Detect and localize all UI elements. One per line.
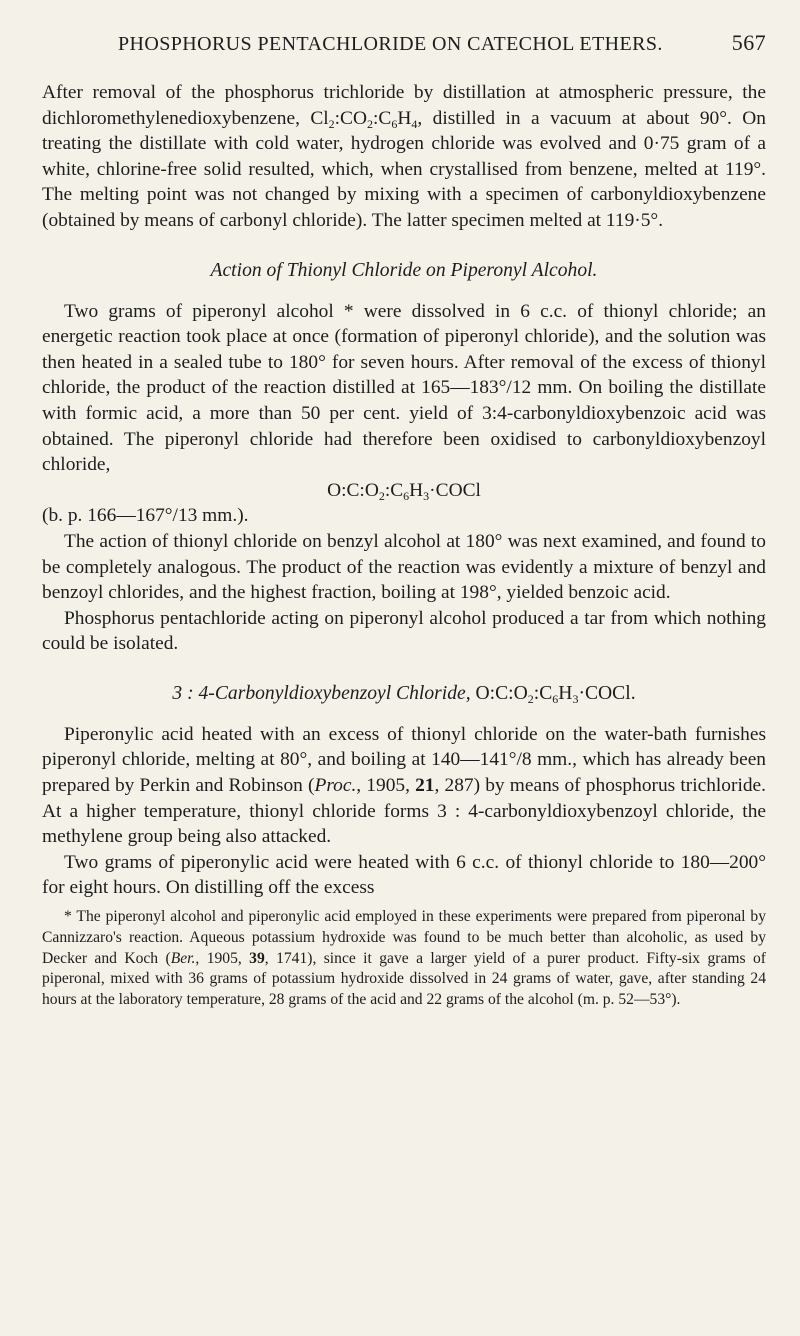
p6-text-a: Piperonylic acid heated with an excess of thionyl chloride on the water-bath furnishes piperonyl chloride, melting at 80°, and boiling at 140—141°/8 mm., which has already been prepared by Perkin and Robinson (	[42, 723, 766, 797]
fn-text-c: , 1741), since it gave a larger yield of a purer product. Fifty-six grams of piperonal, mixed with 36 grams of potassium hydroxide dissolved in 24 grams of water, gave, after standing 24 hours at the laboratory temperature, 28 grams of the acid and 22 grams of the alcohol (m. p. 52—53°).	[42, 949, 766, 1009]
paragraph-7: Two grams of piperonylic acid were heated with 6 c.c. of thionyl chloride to 180—200° for eight hours. On distilling off the excess	[42, 851, 766, 899]
s2-title-a: 3 : 4-Carbonyldioxybenzoyl Chloride,	[172, 682, 471, 704]
f1-c: H	[409, 479, 424, 501]
f1-a: O:C:O	[327, 479, 379, 501]
p1-sub-1: 2	[328, 116, 335, 131]
formula-carbonyldioxybenzoyl-chloride	[42, 478, 766, 504]
fn-text-a: * The piperonyl alcohol and piperonylic acid employed in these experiments were prepared from piperonal by Cannizzaro's reaction. Aqueous potassium hydroxide was found to be much better than alcoholic, as used by Decker and Koch (	[42, 908, 766, 967]
s2-s1: 2	[527, 691, 534, 706]
running-head	[42, 30, 766, 56]
p1-sub-3: 6	[391, 116, 398, 131]
paragraph-1	[42, 80, 766, 234]
f1-s2: 6	[403, 488, 410, 503]
fn-volume: 39	[249, 949, 265, 967]
p1-text-d: H	[397, 107, 412, 129]
s2-s3: 3	[572, 691, 579, 706]
s2-title-e: ·COCl.	[578, 682, 636, 704]
s2-title-c: :C	[533, 682, 553, 704]
s2-title-d: H	[558, 682, 573, 704]
p1-text-b: :CO	[334, 107, 367, 129]
f1-s3: 3	[423, 488, 430, 503]
s2-s2: 6	[552, 691, 559, 706]
p6-text-b: , 1905,	[356, 775, 416, 797]
f1-b: :C	[384, 479, 404, 501]
fn-text-b: , 1905,	[195, 949, 250, 967]
page-number: 567	[731, 30, 766, 55]
f1-s1: 2	[378, 488, 385, 503]
paragraph-4: The action of thionyl chloride on benzyl alcohol at 180° was next examined, and found to be completely analogous. The product of the reaction was evidently a mixture of benzyl and benzoyl chlorides, and the highest fraction, boiling at 198°, yielded benzoic acid.	[42, 530, 766, 604]
section-title-carbonyldioxybenzoyl	[42, 681, 766, 706]
footnote	[42, 907, 766, 1011]
p6-text-c: , 287) by means of phosphorus trichloride. At a higher temperature, thionyl chloride forms 3 : 4-carbonyldioxybenzoyl chloride, the methylene group being also attacked.	[42, 775, 766, 848]
p1-sub-4: 4	[411, 116, 418, 131]
p1-sub-2: 2	[367, 116, 373, 131]
running-head-title: PHOSPHORUS PENTACHLORIDE ON CATECHOL ETHERS.	[118, 33, 663, 55]
f1-d: ·COCl	[429, 479, 481, 501]
paragraph-5: Phosphorus pentachloride acting on piperonyl alcohol produced a tar from which nothing could be isolated.	[42, 607, 766, 655]
p1-text-e: , distilled in a vacuum at about 90°. On treating the distillate with cold water, hydrogen chloride was evolved and 0·75 gram of a white, chlorine-free solid resulted, which, when crystallised from benzene, melted at 119°. The melting point was not changed by mixing with a specimen of carbonyldioxybenzene (obtained by means of carbonyl chloride). The latter specimen melted at 119·5°.	[42, 107, 766, 231]
paragraph-6	[42, 722, 766, 850]
section-title-thionyl-piperonyl: Action of Thionyl Chloride on Piperonyl Alcohol.	[210, 259, 598, 281]
p6-journal: Proc.	[314, 775, 357, 797]
p1-text-a: After removal of the phosphorus trichloride by distillation at atmospheric pressure, the dichloromethylenedioxybenzene, Cl	[42, 82, 766, 129]
p6-volume: 21	[415, 775, 435, 797]
p1-text-c: :C	[373, 107, 392, 129]
s2-title-b: O:C:O	[470, 682, 528, 704]
paragraph-3: (b. p. 166—167°/13 mm.).	[42, 505, 249, 527]
paragraph-2: Two grams of piperonyl alcohol * were dissolved in 6 c.c. of thionyl chloride; an energetic reaction took place at once (formation of piperonyl chloride), and the solution was then heated in a sealed tube to 180° for seven hours. After removal of the excess of thionyl chloride, the product of the reaction distilled at 165—183°/12 mm. On boiling the distillate with formic acid, a more than 50 per cent. yield of 3:4-carbonyldioxybenzoic acid was obtained. The piperonyl chloride had therefore been oxidised to carbonyldioxybenzoyl chloride,	[42, 300, 766, 476]
fn-journal: Ber.	[170, 949, 196, 967]
